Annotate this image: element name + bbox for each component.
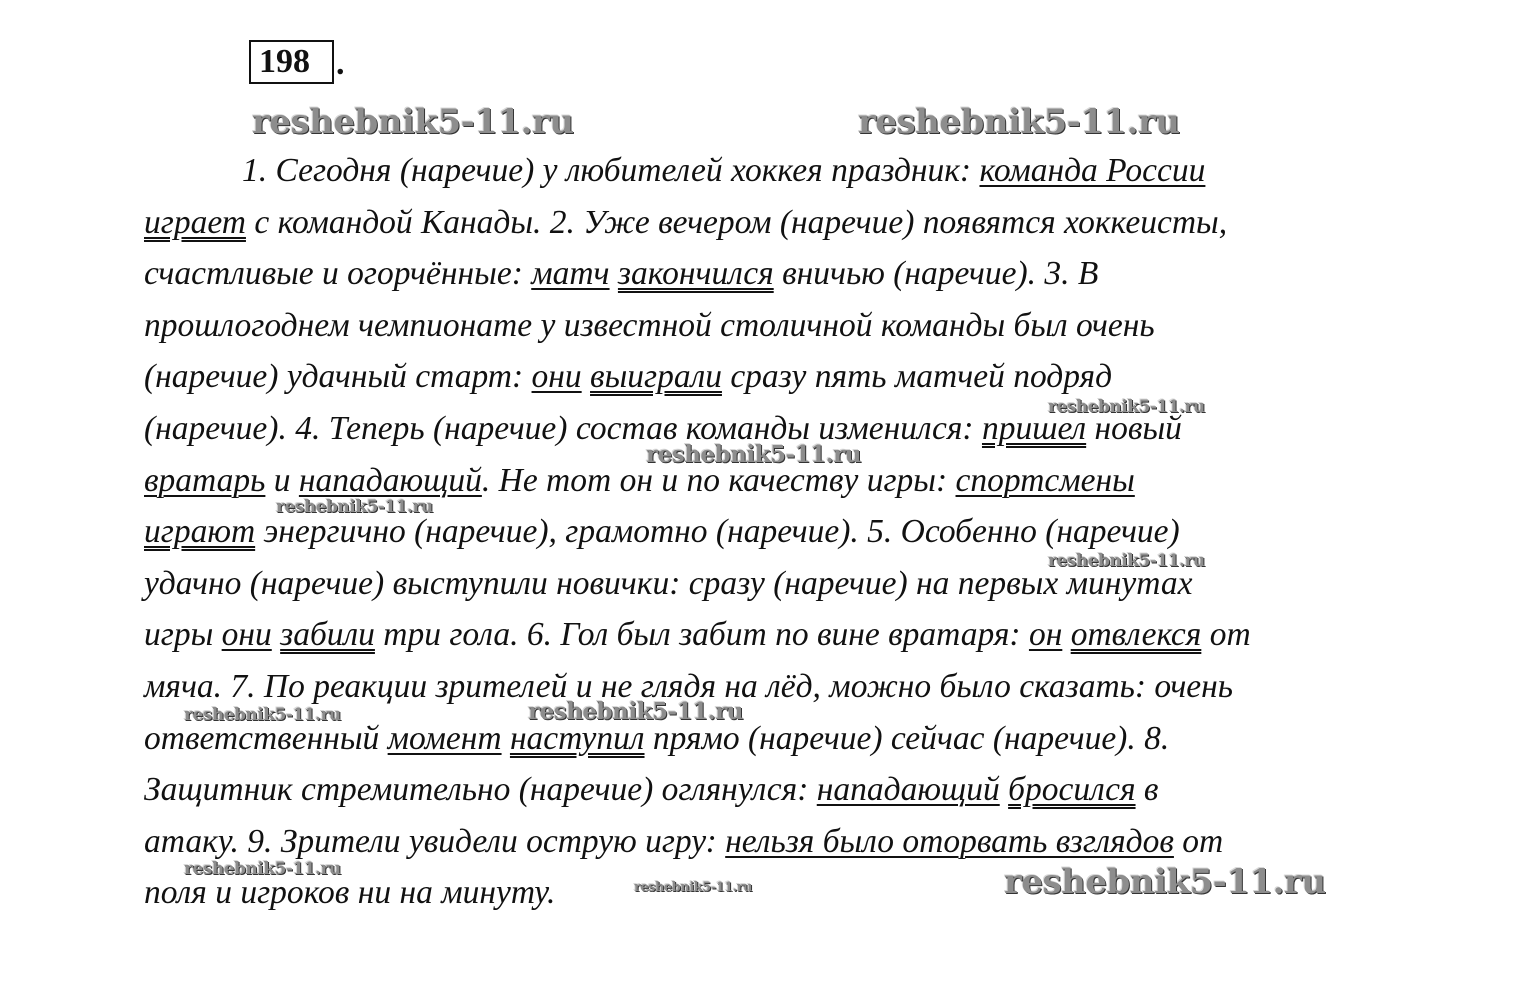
text-line	[144, 558, 1444, 610]
text-segment	[610, 255, 618, 292]
text-segment	[502, 720, 510, 757]
text-segment: сразу пять матчей подряд	[721, 358, 1113, 396]
predicate-underlined: играет	[144, 203, 246, 241]
predicate-underlined: бросился	[1008, 771, 1136, 809]
text-segment: удачно (наречие) выступили новички: сразу (наречие) на первых минутах	[144, 564, 1193, 602]
text-segment: и	[265, 461, 299, 499]
text-segment: (наречие). 4. Теперь (наречие) состав команды изменился:	[144, 409, 982, 447]
subject-underlined: они	[221, 616, 272, 654]
watermark: reshebnik5-11.ru	[634, 880, 753, 895]
subject-underlined: спортсмены	[955, 461, 1135, 499]
predicate-underlined: наступил	[509, 719, 645, 757]
text-line	[144, 609, 1444, 661]
exercise-number: 198	[249, 40, 334, 84]
watermark: reshebnik5-11.ru	[184, 705, 341, 725]
subject-underlined: они	[531, 358, 582, 396]
exercise-text	[144, 145, 1444, 919]
text-segment: энергично (наречие), грамотно (наречие). 5. Особенно (наречие)	[255, 513, 1180, 551]
text-segment: Защитник стремительно (наречие) оглянулся:	[144, 771, 817, 809]
text-segment: от	[1201, 616, 1251, 654]
subject-underlined: момент	[387, 719, 502, 757]
text-segment: ответственный	[144, 719, 388, 757]
predicate-underlined: играют	[144, 513, 256, 551]
text-segment: . Не тот он и по качеству игры:	[481, 461, 956, 499]
predicate-underlined: отвлекся	[1070, 616, 1202, 654]
text-segment: счастливые и огорчённые:	[144, 255, 532, 293]
text-line	[144, 351, 1444, 403]
text-line	[144, 197, 1444, 249]
text-line	[144, 145, 1444, 197]
subject-underlined: вратарь	[144, 461, 266, 499]
text-line	[144, 300, 1444, 352]
subject-underlined: команда России	[979, 152, 1206, 189]
exercise-number-dot: .	[336, 45, 345, 82]
watermark: reshebnik5-11.ru	[528, 698, 743, 725]
text-segment: поля и игроков ни на минуту.	[144, 874, 556, 912]
text-segment: игры	[144, 616, 222, 654]
text-segment: от	[1173, 822, 1224, 860]
text-segment: (наречие) удачный старт:	[144, 358, 532, 396]
text-segment: вничью (наречие). 3. В	[773, 255, 1099, 293]
text-segment	[1000, 771, 1008, 808]
watermark: reshebnik5-11.ru	[1048, 397, 1205, 417]
text-segment: прошлогоднем чемпионате у известной столичной команды был очень	[144, 306, 1155, 344]
text-segment: прямо (наречие) сейчас (наречие). 8.	[644, 719, 1170, 757]
subject-underlined: нападающий	[298, 461, 482, 499]
predicate-underlined: закончился	[617, 255, 774, 293]
text-segment: три гола. 6. Гол был забит по вине вратаря:	[374, 616, 1029, 654]
text-segment: атаку. 9. Зрители увидели острую игру:	[144, 822, 726, 860]
watermark: reshebnik5-11.ru	[1048, 551, 1205, 571]
subject-underlined: он	[1028, 616, 1063, 654]
text-segment	[1062, 616, 1070, 653]
text-line	[144, 248, 1444, 300]
predicate-underlined: забили	[280, 616, 375, 654]
text-segment: новый	[1086, 409, 1182, 447]
predicate-underlined: пришел	[981, 409, 1087, 447]
text-segment: в	[1135, 771, 1159, 809]
predicate-underlined: выиграли	[590, 358, 722, 396]
text-segment	[272, 616, 280, 653]
text-segment: мяча. 7. По реакции зрителей и не глядя на лёд, можно было сказать: очень	[144, 667, 1234, 705]
watermark: reshebnik5-11.ru	[858, 102, 1180, 142]
text-line	[144, 764, 1444, 816]
subject-underlined: матч	[531, 255, 610, 293]
watermark: reshebnik5-11.ru	[184, 859, 341, 879]
watermark: reshebnik5-11.ru	[1004, 862, 1326, 902]
text-segment: 1. Сегодня (наречие) у любителей хоккея праздник:	[242, 152, 980, 189]
watermark: reshebnik5-11.ru	[646, 441, 861, 468]
text-segment: с командой Канады. 2. Уже вечером (наречие) появятся хоккеисты,	[245, 203, 1228, 241]
watermark: reshebnik5-11.ru	[276, 497, 433, 517]
subject-underlined: нападающий	[816, 771, 1000, 809]
watermark: reshebnik5-11.ru	[252, 102, 574, 142]
text-segment	[582, 358, 590, 395]
subject-underlined: нельзя было оторвать взглядов	[725, 822, 1174, 860]
